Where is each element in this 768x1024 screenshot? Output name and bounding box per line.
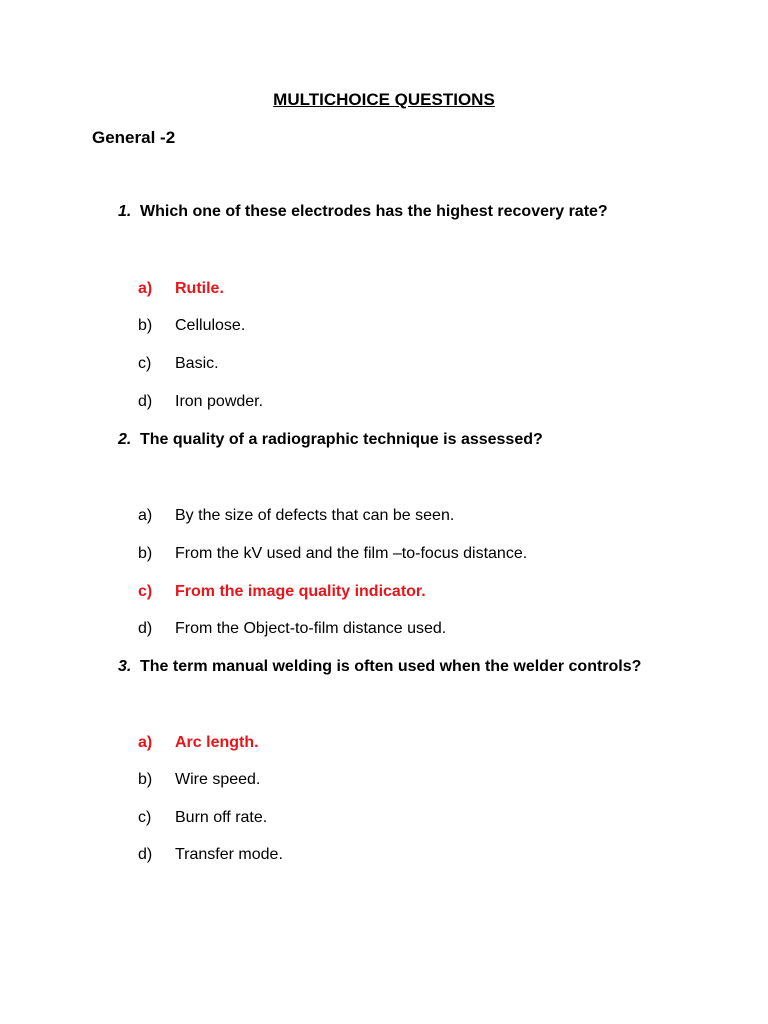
option-letter: d) [138, 393, 153, 410]
option-text: Cellulose. [175, 317, 246, 334]
option-text: Rutile. [175, 280, 224, 297]
option-letter: d) [138, 620, 153, 637]
option-letter: a) [138, 734, 153, 751]
question-2 [118, 431, 543, 449]
option-letter: c) [138, 355, 152, 372]
option-letter: b) [138, 545, 153, 562]
question-text: The quality of a radiographic technique is assessed? [140, 431, 543, 448]
option-letter: a) [138, 280, 153, 297]
option-text: Arc length. [175, 734, 259, 751]
option-letter: d) [138, 846, 153, 863]
option-letter: c) [138, 809, 152, 826]
question-3 [118, 658, 641, 676]
option-text: Wire speed. [175, 771, 261, 788]
option-letter: c) [138, 583, 153, 600]
question-number: 3. [118, 658, 132, 675]
option-text: From the image quality indicator. [175, 583, 426, 600]
option-letter: b) [138, 317, 153, 334]
section-heading: General -2 [92, 128, 176, 147]
question-text: The term manual welding is often used when the welder controls? [140, 658, 642, 675]
page-title: MULTICHOICE QUESTIONS [273, 90, 495, 109]
option-text: Basic. [175, 355, 219, 372]
option-text: By the size of defects that can be seen. [175, 507, 455, 524]
question-number: 1. [118, 203, 132, 220]
question-number: 2. [118, 431, 132, 448]
option-letter: b) [138, 771, 153, 788]
question-1 [118, 203, 608, 221]
option-text: Burn off rate. [175, 809, 268, 826]
option-letter: a) [138, 507, 153, 524]
option-text: From the Object-to-film distance used. [175, 620, 447, 637]
question-text: Which one of these electrodes has the highest recovery rate? [140, 203, 608, 220]
option-text: Iron powder. [175, 393, 264, 410]
option-text: Transfer mode. [175, 846, 283, 863]
option-text: From the kV used and the film –to-focus distance. [175, 545, 528, 562]
